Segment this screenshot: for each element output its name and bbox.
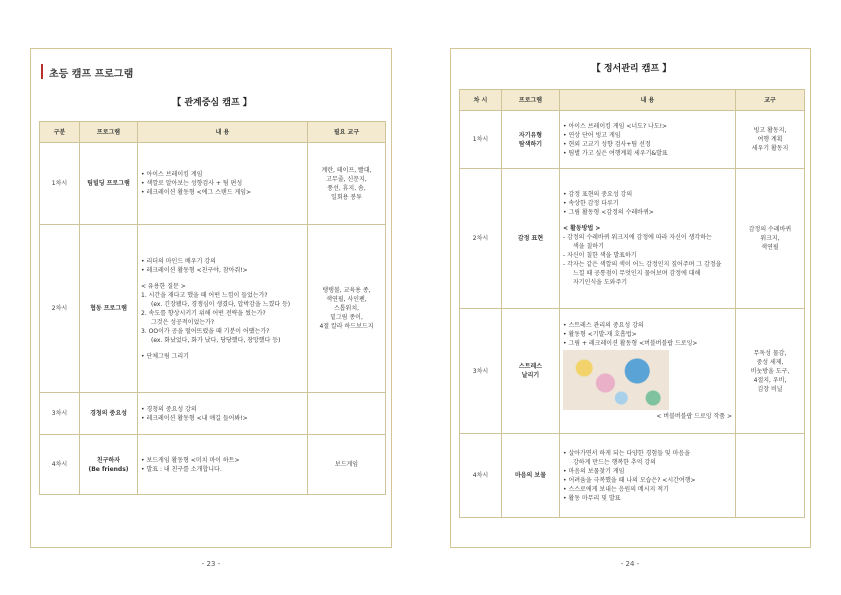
page-number: - 23 -: [201, 560, 221, 568]
content-line: • 그림 활동형 <감정의 수레바퀴>: [563, 209, 654, 216]
content-cell: [560, 309, 736, 434]
tools-cell: [308, 225, 386, 393]
content-line: • 레크레이션 활동형 <내 얘길 들어봐!>: [141, 414, 248, 422]
photo-caption: < 버블버블팝 드로잉 작품 >: [656, 413, 732, 420]
program-subname: 날리기: [521, 372, 540, 379]
content-line: 느낄 때 공통점이 무엇인지 물어보며 감정에 대해: [573, 270, 701, 277]
content-line: • 레크레이션 활동형 <에그 스탠드 게임>: [141, 189, 252, 196]
table-header-row: [460, 90, 805, 111]
tools-cell: [736, 111, 805, 169]
content-line: - 각자는 같은 색깔의 색이 어느 감정인지 짚어주며 그 감정을: [563, 261, 722, 268]
tool-line: 풍선, 휴지, 솜,: [327, 184, 366, 192]
session-cell: 3차시: [460, 309, 502, 434]
content-line: • 레크레이션 활동형 <친구야, 참아줘!>: [141, 266, 248, 274]
content-line: • 단체그림 그리기: [141, 352, 189, 360]
content-line: • 리더의 마인드 배우기 강의: [141, 257, 216, 265]
content-line: • 활동 마무리 및 발표: [563, 494, 621, 502]
program-cell: 팀빌딩 프로그램: [80, 143, 138, 225]
content-line: • 그림 + 레크레이션 활동형 <버블버블팝 드로잉>: [563, 340, 698, 347]
page-number: - 24 -: [620, 560, 640, 568]
session-cell: 1차시: [460, 111, 502, 169]
program-name: 자기유형: [518, 131, 543, 139]
right-page: [450, 48, 811, 548]
content-cell: [138, 143, 308, 225]
tool-line: 빙고 활동지,: [753, 127, 787, 134]
tool-line: 비눗방울 도구,: [750, 367, 790, 375]
section-title: 초등 캠프 프로그램: [49, 69, 134, 80]
program-subname: (Be friends): [88, 465, 129, 473]
content-line: • 속상한 감정 다루기: [563, 200, 619, 207]
content-line: • 활동형 <기발-재 호흡법>: [563, 331, 637, 338]
program-cell: [502, 111, 560, 169]
table-row: [40, 435, 386, 495]
section-title-bar: [41, 64, 43, 79]
content-spacer: [563, 217, 732, 224]
bubble-drawing-photo: [563, 350, 669, 410]
tool-line: 워크지,: [760, 235, 780, 242]
content-line: < 활동방법 >: [563, 225, 601, 232]
header-cell: 구분: [40, 122, 80, 143]
tools-cell: [308, 435, 386, 495]
content-line: < 유용한 질문 >: [141, 282, 186, 290]
camp-title: 【 관계중심 캠프 】: [172, 98, 252, 108]
content-line: • 감정 표현의 중요성 강의: [563, 191, 633, 198]
table-row: [460, 309, 805, 434]
session-cell: 3차시: [40, 393, 80, 435]
program-cell: 감정 표현: [502, 169, 560, 309]
table-row: [40, 225, 386, 393]
program-cell: 경청의 중요성: [80, 393, 138, 435]
content-line: • 연상 단어 빙고 게임: [563, 131, 621, 139]
tools-cell: [308, 143, 386, 225]
program-cell: 마음의 보물: [502, 434, 560, 518]
content-spacer: [141, 275, 304, 282]
tool-line: 감정의 수레바퀴: [748, 226, 792, 233]
header-cell: 프로그램: [80, 122, 138, 143]
header-cell: 차 시: [460, 90, 502, 111]
program-cell: [502, 309, 560, 434]
tool-line: 색연필, 사인펜,: [326, 296, 367, 303]
table-row: [40, 143, 386, 225]
content-line: • 아이스 브레이킹 게임 <너도? 나도!>: [563, 122, 668, 130]
tool-line: 밑그림 종이,: [330, 314, 363, 321]
tool-line: 일회용 봉투: [331, 193, 362, 201]
tool-line: 세우기 활동지: [751, 145, 789, 152]
content-line: - 감정의 수레바퀴 워크지에 감정에 따라 자신이 생각하는: [563, 234, 712, 241]
tool-line: 스톱워치,: [333, 305, 360, 312]
session-cell: 2차시: [40, 225, 80, 393]
content-cell: [138, 435, 308, 495]
content-cell: [560, 169, 736, 309]
session-cell: 4차시: [460, 434, 502, 518]
content-cell: [138, 225, 308, 393]
content-line: 3. OO이가 공을 떨어뜨렸을 때 기분이 어땠는가?: [141, 327, 270, 335]
tool-line: 고무줄, 신문지,: [326, 175, 367, 183]
content-cell: [560, 111, 736, 169]
content-cell: [560, 434, 736, 518]
content-line: 2. 속도를 향상시키기 위해 어떤 전략을 썼는가?: [141, 309, 266, 317]
content-line: (ex. 긴장됐다, 경쟁심이 생겼다, 압박감을 느꼈다 등): [151, 300, 291, 308]
table-row: [40, 393, 386, 435]
content-line: • 보드게임 활동형 <미치 마이 하트>: [141, 456, 240, 464]
tool-line: 4절 칼라 하드보드지: [319, 323, 374, 330]
program-cell: 협동 프로그램: [80, 225, 138, 393]
table-row: [460, 434, 805, 518]
table-header-row: [40, 122, 386, 143]
tool-line: 색연필: [761, 244, 779, 251]
content-line: • 아이스 브레이킹 게임: [141, 171, 203, 178]
content-line: • 경청의 중요성 강의: [141, 405, 197, 413]
header-cell: 내 용: [560, 90, 736, 111]
content-line: 색을 칠하기: [573, 243, 604, 250]
tools-cell: [736, 169, 805, 309]
tools-cell: [736, 434, 805, 518]
content-line: (ex. 화났었다, 화가 났다, 당당했다, 창망했다 등): [151, 336, 281, 344]
left-page: [30, 48, 392, 548]
content-line: • 색깔로 알아보는 성향검사 + 팀 편성: [141, 180, 243, 187]
tools-cell: [308, 393, 386, 435]
tool-line: 계란, 테이프, 빨대,: [321, 166, 372, 174]
header-cell: 교구: [736, 90, 805, 111]
header-cell: 프로그램: [502, 90, 560, 111]
content-line: • 살아가면서 하게 되는 다양한 경험들 및 마음을: [563, 449, 691, 457]
content-line: 자기인식을 도와주기: [573, 279, 628, 286]
tool-line: 여행 계획: [757, 136, 783, 143]
session-cell: 4차시: [40, 435, 80, 495]
tool-line: 무독성 물감,: [753, 349, 787, 357]
content-line: • 팀별 가고 싶은 여행계획 세우기&발표: [563, 149, 668, 157]
content-line: 그것은 성공적이었는가?: [151, 318, 215, 326]
session-cell: 2차시: [460, 169, 502, 309]
content-line: • 현외 고교기 성향 검사+팀 선정: [563, 140, 651, 148]
program-cell: [80, 435, 138, 495]
table-row: [460, 111, 805, 169]
program-name: 스트레스: [518, 363, 543, 370]
content-line: • 발표 : 내 친구를 소개합니다.: [141, 465, 222, 473]
tools-cell: [736, 309, 805, 434]
tool-line: 중성 세제,: [756, 358, 784, 366]
tool-line: 4절지, 우비,: [753, 376, 787, 384]
content-line: • 어려움을 극복했을 때 나의 모습은? <시간여행>: [563, 476, 696, 484]
tool-line: 탱탱볼, 교육용 종,: [322, 287, 371, 294]
content-line: - 자신이 칠한 색을 발표하기: [563, 252, 637, 259]
camp-title: 【 정서관리 캠프 】: [591, 64, 672, 74]
tool-line: 보드게임: [334, 461, 359, 468]
program-name: 친구하자: [96, 456, 121, 464]
content-line: • 스트레스 관리의 중요성 강의: [563, 322, 644, 329]
content-cell: [138, 393, 308, 435]
tool-line: 김장 비닐: [757, 385, 783, 393]
right-program-table: [459, 89, 805, 518]
table-row: [460, 169, 805, 309]
header-cell: 필요 교구: [308, 122, 386, 143]
content-line: • 스스로에게 보내는 응원의 메시지 적기: [563, 485, 669, 493]
session-cell: 1차시: [40, 143, 80, 225]
content-line: • 마음의 보물찾기 게임: [563, 467, 625, 475]
left-program-table: [39, 121, 386, 495]
content-line: 1. 시간을 재다고 했을 때 어떤 느낌이 들었는가?: [141, 291, 268, 299]
content-line: 강하게 만드는 행복한 추억 강의: [573, 458, 656, 466]
content-spacer: [141, 345, 304, 352]
program-subname: 탐색하기: [518, 140, 543, 148]
header-cell: 내 용: [138, 122, 308, 143]
